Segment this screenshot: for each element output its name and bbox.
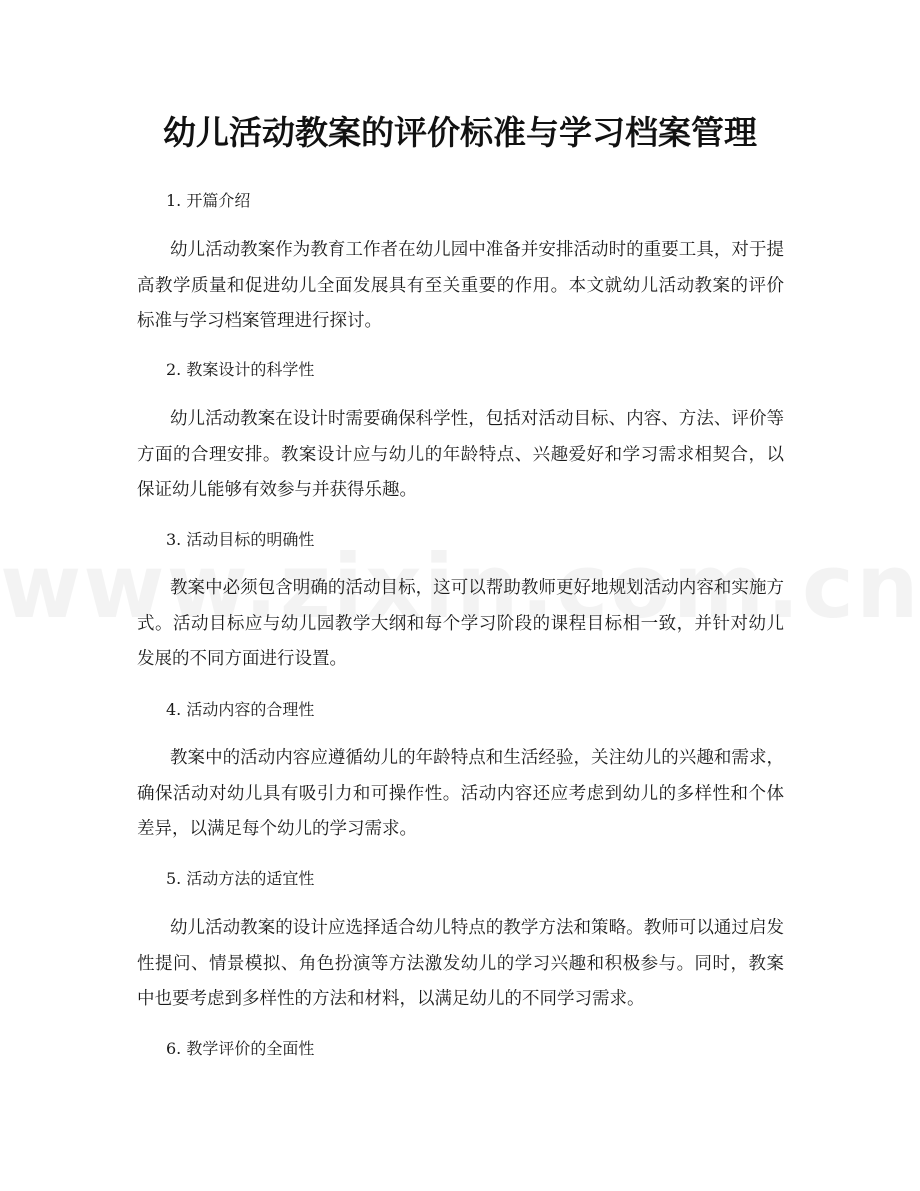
section-paragraph-2: 幼儿活动教案在设计时需要确保科学性，包括对活动目标、内容、方法、评价等方面的合理安排。教案设计应与幼儿的年龄特点、兴趣爱好和学习需求相契合，以保证幼儿能够有效参与并获得乐趣。 [137,409,784,500]
section-paragraph-5: 幼儿活动教案的设计应选择适合幼儿特点的教学方法和策略。教师可以通过启发性提问、情景模拟、角色扮演等方法激发幼儿的学习兴趣和积极参与。同时，教案中也要考虑到多样性的方法和材料，以满足幼儿的不同学习需求。 [137,918,784,1009]
section-heading-3: 3. 活动目标的明确性 [166,530,315,549]
section-paragraph-3: 教案中必须包含明确的活动目标，这可以帮助教师更好地规划活动内容和实施方式。活动目标应与幼儿园教学大纲和每个学习阶段的课程目标相一致，并针对幼儿发展的不同方面进行设置。 [137,578,784,669]
section-heading-1: 1. 开篇介绍 [166,191,251,210]
section-heading-5: 5. 活动方法的适宜性 [166,869,315,888]
section-heading-2: 2. 教案设计的科学性 [166,360,315,379]
section-heading-6: 6. 教学评价的全面性 [166,1039,315,1058]
page-title: 幼儿活动教案的评价标准与学习档案管理 [163,113,757,152]
section-heading-4: 4. 活动内容的合理性 [166,700,315,719]
section-paragraph-4: 教案中的活动内容应遵循幼儿的年龄特点和生活经验，关注幼儿的兴趣和需求，确保活动对幼儿具有吸引力和可操作性。活动内容还应考虑到幼儿的多样性和个体差异，以满足每个幼儿的学习需求。 [137,748,784,839]
section-paragraph-1: 幼儿活动教案作为教育工作者在幼儿园中准备并安排活动时的重要工具，对于提高教学质量和促进幼儿全面发展具有至关重要的作用。本文就幼儿活动教案的评价标准与学习档案管理进行探讨。 [137,240,784,331]
